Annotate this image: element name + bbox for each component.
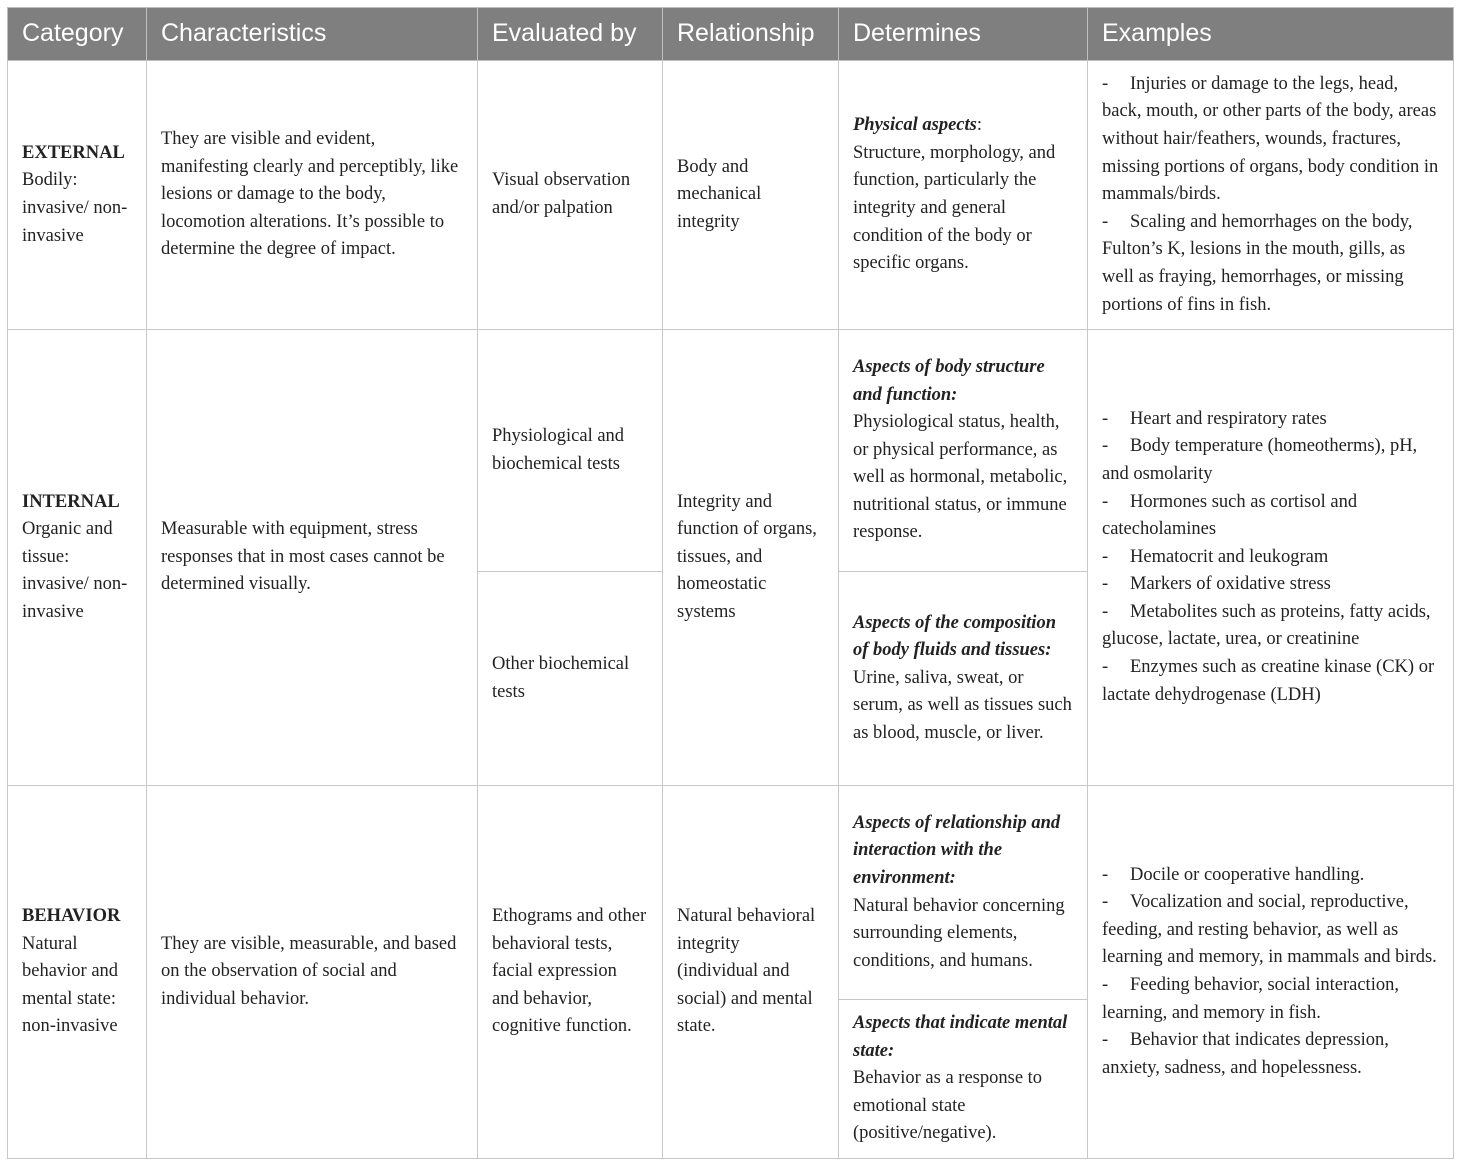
determines-title: Aspects of the composition of body fluids and tissues: xyxy=(853,612,1056,661)
list-marker: - xyxy=(1102,892,1109,913)
category-cell xyxy=(8,330,147,786)
header-category: Category xyxy=(8,8,147,61)
determines-body: Natural behavior concerning surrounding elements, conditions, and humans. xyxy=(853,895,1065,971)
determines-body: Behavior as a response to emotional state (positive/negative). xyxy=(853,1068,1043,1144)
example-text: Scaling and hemorrhages on the body, Fulton’s K, lesions in the mouth, gills, as well as fraying, hemorrhages, or missing portions of fins in fish. xyxy=(1102,211,1413,315)
example-item xyxy=(1102,889,1439,972)
header-row xyxy=(8,8,1454,61)
example-item xyxy=(1102,571,1439,599)
category-title: INTERNAL xyxy=(22,491,120,512)
example-item xyxy=(1102,433,1439,488)
determines-separator: : xyxy=(976,115,982,136)
example-item xyxy=(1102,209,1439,319)
row-behavior xyxy=(8,786,1454,1000)
list-marker: - xyxy=(1102,975,1109,995)
determines-title: Aspects of body structure and function: xyxy=(853,356,1045,405)
evaluated-by-cell: Visual observation and/or palpation xyxy=(478,61,663,330)
category-subtitle: Organic and tissue: invasive/ non-invasive xyxy=(22,519,128,622)
example-item xyxy=(1102,544,1439,572)
characteristics-cell: They are visible, measurable, and based on the observation of social and individual behavior. xyxy=(147,786,478,1159)
determines-title: Aspects that indicate mental state: xyxy=(853,1013,1068,1061)
characteristics-cell: Measurable with equipment, stress responses that in most cases cannot be determined visually. xyxy=(147,330,478,786)
determines-body: Urine, saliva, sweat, or serum, as well as tissues such as blood, muscle, or liver. xyxy=(853,667,1072,743)
relationship-cell: Natural behavioral integrity (individual and social) and mental state. xyxy=(663,786,839,1159)
list-marker: - xyxy=(1102,408,1109,429)
characteristics-cell: They are visible and evident, manifesting clearly and perceptibly, like lesions or damage to the body, locomotion alterations. It’s possible to determine the degree of impact. xyxy=(147,61,478,330)
header-relationship: Relationship xyxy=(663,8,839,61)
list-marker: - xyxy=(1102,601,1109,622)
determines-title: Physical aspects xyxy=(853,115,977,136)
list-marker: - xyxy=(1102,657,1109,678)
list-marker: - xyxy=(1102,574,1109,595)
evaluated-by-cell: Physiological and biochemical tests xyxy=(478,330,663,572)
category-cell xyxy=(8,61,147,330)
examples-cell xyxy=(1088,330,1454,786)
list-marker: - xyxy=(1102,211,1109,232)
determines-body: Structure, morphology, and function, particularly the integrity and general condition of the body or specific organs. xyxy=(853,142,1056,274)
determines-title: Aspects of relationship and interaction with the environment: xyxy=(853,812,1061,888)
example-item xyxy=(1102,862,1439,890)
row-internal xyxy=(8,330,1454,572)
example-text: Hormones such as cortisol and catecholamines xyxy=(1102,491,1358,540)
example-text: Behavior that indicates depression, anxiety, sadness, and hopelessness. xyxy=(1102,1030,1389,1078)
header-characteristics: Characteristics xyxy=(147,8,478,61)
list-marker: - xyxy=(1102,864,1109,885)
determines-cell xyxy=(839,61,1088,330)
example-text: Body temperature (homeotherms), pH, and osmolarity xyxy=(1102,436,1418,484)
relationship-cell: Body and mechanical integrity xyxy=(663,61,839,330)
list-marker: - xyxy=(1102,73,1109,94)
header-examples: Examples xyxy=(1088,8,1454,61)
example-item xyxy=(1102,406,1439,434)
list-marker: - xyxy=(1102,546,1109,567)
evaluated-by-cell: Other biochemical tests xyxy=(478,572,663,786)
example-text: Enzymes such as creatine kinase (CK) or lactate dehydrogenase (LDH) xyxy=(1102,657,1435,705)
list-marker: - xyxy=(1102,1030,1109,1051)
example-text: Metabolites such as proteins, fatty acids, glucose, lactate, urea, or creatinine xyxy=(1102,601,1431,650)
example-text: Markers of oxidative stress xyxy=(1130,574,1331,595)
category-subtitle: Natural behavior and mental state: non-invasive xyxy=(22,933,119,1037)
example-text: Vocalization and social, reproductive, feeding, and resting behavior, as well as learning and memory, in mammals and birds. xyxy=(1102,892,1437,968)
example-text: Hematocrit and leukogram xyxy=(1130,546,1329,567)
category-cell xyxy=(8,786,147,1159)
category-subtitle: Bodily: invasive/ non-invasive xyxy=(22,170,128,246)
determines-body: Physiological status, health, or physical performance, as well as hormonal, metabolic, nutritional status, or immune response. xyxy=(853,412,1068,543)
category-title: EXTERNAL xyxy=(22,142,125,163)
row-external xyxy=(8,61,1454,330)
header-evaluated-by: Evaluated by xyxy=(478,8,663,61)
evaluated-by-cell: Ethograms and other behavioral tests, facial expression and behavior, cognitive function. xyxy=(478,786,663,1159)
determines-cell xyxy=(839,1000,1088,1159)
example-item xyxy=(1102,654,1439,709)
example-text: Injuries or damage to the legs, head, back, mouth, or other parts of the body, areas without hair/feathers, wounds, fractures, missing portions of organs, body condition in mammals/birds. xyxy=(1102,73,1439,205)
example-item xyxy=(1102,489,1439,544)
example-text: Docile or cooperative handling. xyxy=(1130,864,1365,885)
example-item xyxy=(1102,972,1439,1027)
example-item xyxy=(1102,1027,1439,1082)
welfare-indicators-table xyxy=(7,7,1454,1159)
header-determines: Determines xyxy=(839,8,1088,61)
determines-cell xyxy=(839,572,1088,786)
example-item xyxy=(1102,599,1439,654)
determines-cell xyxy=(839,786,1088,1000)
example-text: Feeding behavior, social interaction, learning, and memory in fish. xyxy=(1102,975,1399,1023)
relationship-cell: Integrity and function of organs, tissues, and homeostatic systems xyxy=(663,330,839,786)
examples-cell xyxy=(1088,61,1454,330)
example-text: Heart and respiratory rates xyxy=(1130,408,1327,429)
determines-cell xyxy=(839,330,1088,572)
examples-cell xyxy=(1088,786,1454,1159)
list-marker: - xyxy=(1102,436,1109,457)
example-item xyxy=(1102,71,1439,209)
category-title: BEHAVIOR xyxy=(22,906,121,927)
list-marker: - xyxy=(1102,491,1109,512)
